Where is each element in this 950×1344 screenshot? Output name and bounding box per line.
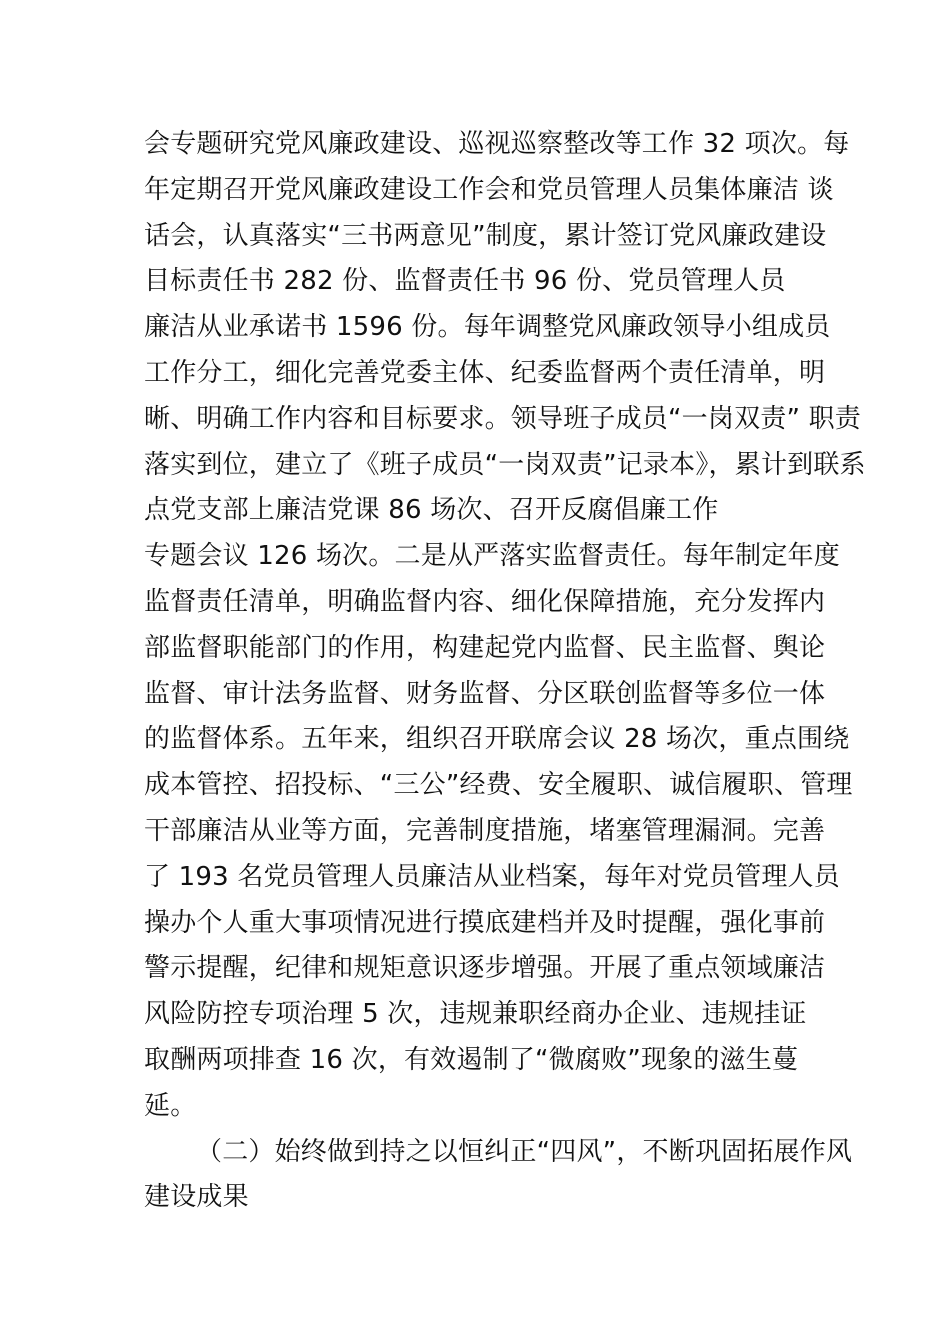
text-line-6: 工作分工，细化完善党委主体、纪委监督两个责任清单，明 — [144, 357, 826, 388]
text-line-18: 操办个人重大事项情况进行摸底建档并及时提醒，强化事前 — [144, 907, 826, 938]
text-line-11: 监督责任清单，明确监督内容、细化保障措施，充分发挥内 — [144, 586, 826, 617]
text-line-9: 点党支部上廉洁党课 86 场次、召开反腐倡廉工作 — [144, 495, 719, 526]
document-body — [144, 122, 866, 1221]
text-line-17: 了 193 名党员管理人员廉洁从业档案，每年对党员管理人员 — [144, 861, 840, 892]
section-heading-line-2: 建设成果 — [144, 1182, 249, 1213]
text-line-8: 落实到位，建立了《班子成员“一岗双责”记录本》，累计到联系 — [144, 449, 866, 480]
text-line-19: 警示提醒，纪律和规矩意识逐步增强。开展了重点领域廉洁 — [144, 953, 826, 984]
section-heading-line-1: （二）始终做到持之以恒纠正“四风”，不断巩固拓展作风 — [196, 1136, 853, 1167]
text-line-16: 干部廉洁从业等方面，完善制度措施，堵塞管理漏洞。完善 — [144, 815, 826, 846]
text-line-1: 会专题研究党风廉政建设、巡视巡察整改等工作 32 项次。每 — [144, 129, 850, 159]
text-line-5: 廉洁从业承诺书 1596 份。每年调整党风廉政领导小组成员 — [144, 312, 831, 343]
text-line-22: 延。 — [144, 1090, 197, 1121]
text-line-2: 年定期召开党风廉政建设工作会和党员管理人员集体廉洁 谈 — [144, 174, 834, 205]
text-line-7: 晰、明确工作内容和目标要求。领导班子成员“一岗双责” 职责 — [144, 403, 862, 434]
text-line-15: 成本管控、招投标、“三公”经费、安全履职、诚信履职、管理 — [144, 770, 853, 801]
text-line-3: 话会，认真落实“三书两意见”制度，累计签订党风廉政建设 — [144, 220, 827, 251]
text-line-4: 目标责任书 282 份、监督责任书 96 份、党员管理人员 — [144, 266, 786, 297]
text-line-13: 监督、审计法务监督、财务监督、分区联创监督等多位一体 — [144, 678, 826, 709]
text-line-21: 取酬两项排查 16 次，有效遏制了“微腐败”现象的滋生蔓 — [144, 1044, 799, 1075]
text-line-14: 的监督体系。五年来，组织召开联席会议 28 场次，重点围绕 — [144, 724, 850, 755]
text-line-20: 风险防控专项治理 5 次，违规兼职经商办企业、违规挂证 — [144, 999, 807, 1030]
text-line-12: 部监督职能部门的作用，构建起党内监督、民主监督、舆论 — [144, 632, 826, 663]
text-line-10: 专题会议 126 场次。二是从严落实监督责任。每年制定年度 — [144, 541, 840, 572]
